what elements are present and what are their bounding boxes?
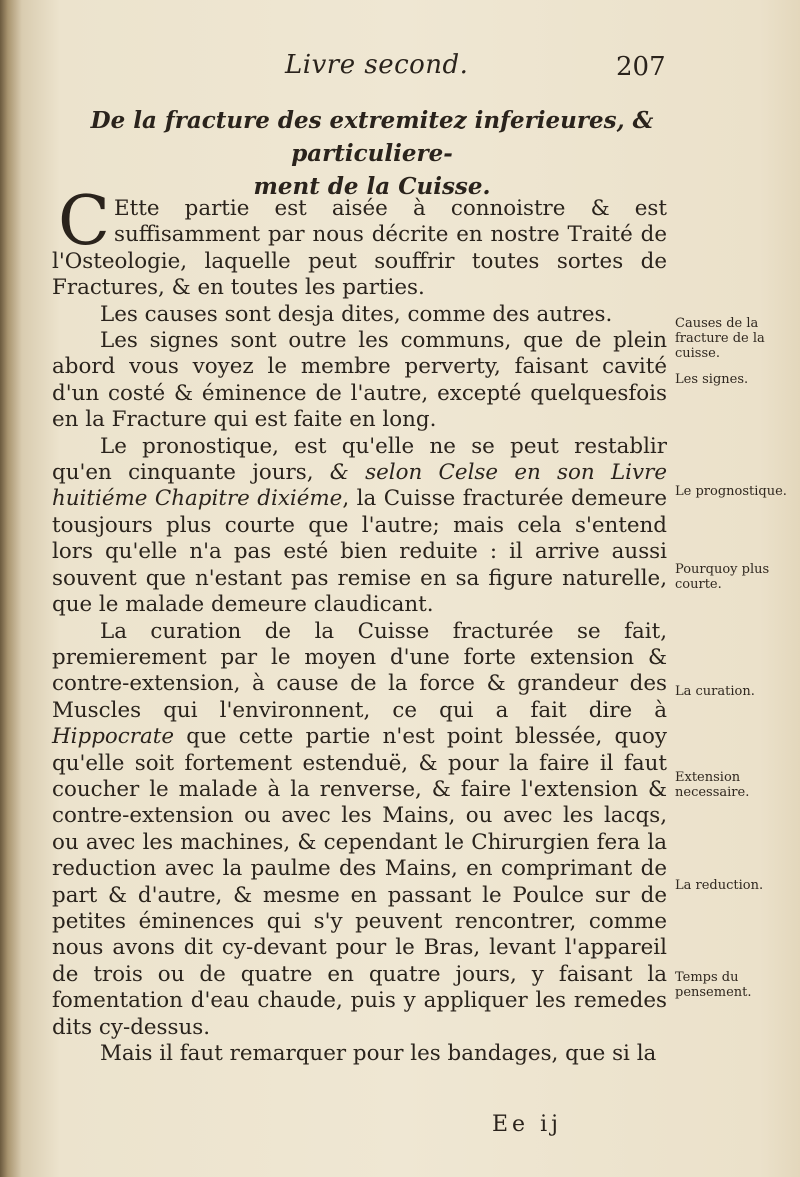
section-heading-line-1: De la fracture des extremitez inferieures, & particuliere-: [90, 107, 654, 167]
paragraph-curation-a: La curation de la Cuisse fracturée se fait, premierement par le moyen d'une forte extension & contre-extension, à cause de la force & grandeur des Muscles qui l'environnent, ce qui a fait dire à: [52, 618, 667, 723]
margin-note-curation: La curation.: [675, 684, 755, 699]
margin-note-signs: Les signes.: [675, 372, 749, 387]
section-heading: [62, 104, 682, 203]
paragraph-curation: [52, 619, 667, 1042]
paragraph-prognosis: [52, 434, 667, 619]
drop-cap: C: [58, 182, 111, 261]
paragraph-prognosis-a: Le pronostique, est qu'elle ne se peut restablir qu'en cinquante jours,: [52, 433, 667, 486]
margin-note-prognosis: Le prognostique.: [675, 484, 787, 499]
paragraph-signs: Les signes sont outre les communs, que de plein abord vous voyez le membre perverty, faisant cavité d'un costé & éminence de l'autre, excepté quelquesfois en la Fracture qui est faite en long.: [52, 328, 667, 433]
page-number: 207: [616, 52, 666, 82]
margin-note-reduction: La reduction.: [675, 878, 764, 893]
paragraph-causes: Les causes sont desja dites, comme des autres.: [100, 301, 613, 327]
margin-note-causes: Causes de la fracture de la cuisse.: [675, 316, 765, 361]
signature-mark: Ee ij: [492, 1112, 562, 1137]
paragraph-bandages: Mais il faut remarquer pour les bandages, que si la: [100, 1041, 657, 1066]
running-head: [0, 44, 800, 84]
celse-citation: & selon Celse en son Livre huitiéme Chapitre dixiéme: [52, 460, 667, 512]
paragraph-prognosis-b: , la Cuisse fracturée demeure tousjours plus courte que l'autre; mais cela s'entend lors qu'elle n'a pas esté bien reduite : il arrive aussi souvent que n'estant pas remise en sa figure naturelle, que le malade demeure claudicant.: [52, 486, 667, 618]
margin-note-extension: Extension necessaire.: [675, 770, 750, 800]
running-head-title: Livre second.: [285, 50, 469, 80]
paragraph-curation-b: que cette partie n'est point blessée, quoy qu'elle soit fortement estenduë, & pour la faire il faut coucher le malade à la renverse, & faire l'extension & contre-extension ou avec les Mains, ou avec les lacqs, ou avec les machines, & cependant le Chirurgien fera la reduction avec la paulme des Mains, en comprimant de part & d'autre, & mesme en passant le Poulce sur de petites éminences qui s'y peuvent rencontrer, comme nous avons dit cy-devant pour le Bras, levant l'appareil de trois ou de quatre en quatre jours, y faisant la fomentation d'eau chaude, puis y appliquer les remedes dits cy-dessus.: [52, 724, 667, 1040]
section-heading-line-2: ment de la Cuisse.: [253, 173, 491, 200]
paragraph-intro-text: Ette partie est aisée à connoistre & est suffisamment par nous décrite en nostre Traité de l'Osteologie, laquelle peut souffrir toutes sortes de Fractures, & en toutes les parties.: [52, 196, 667, 301]
margin-note-shorter: Pourquoy plus courte.: [675, 562, 770, 592]
margin-note-dressing-time: Temps du pensement.: [675, 970, 752, 1000]
hippocrate-name: Hippocrate: [52, 724, 174, 750]
